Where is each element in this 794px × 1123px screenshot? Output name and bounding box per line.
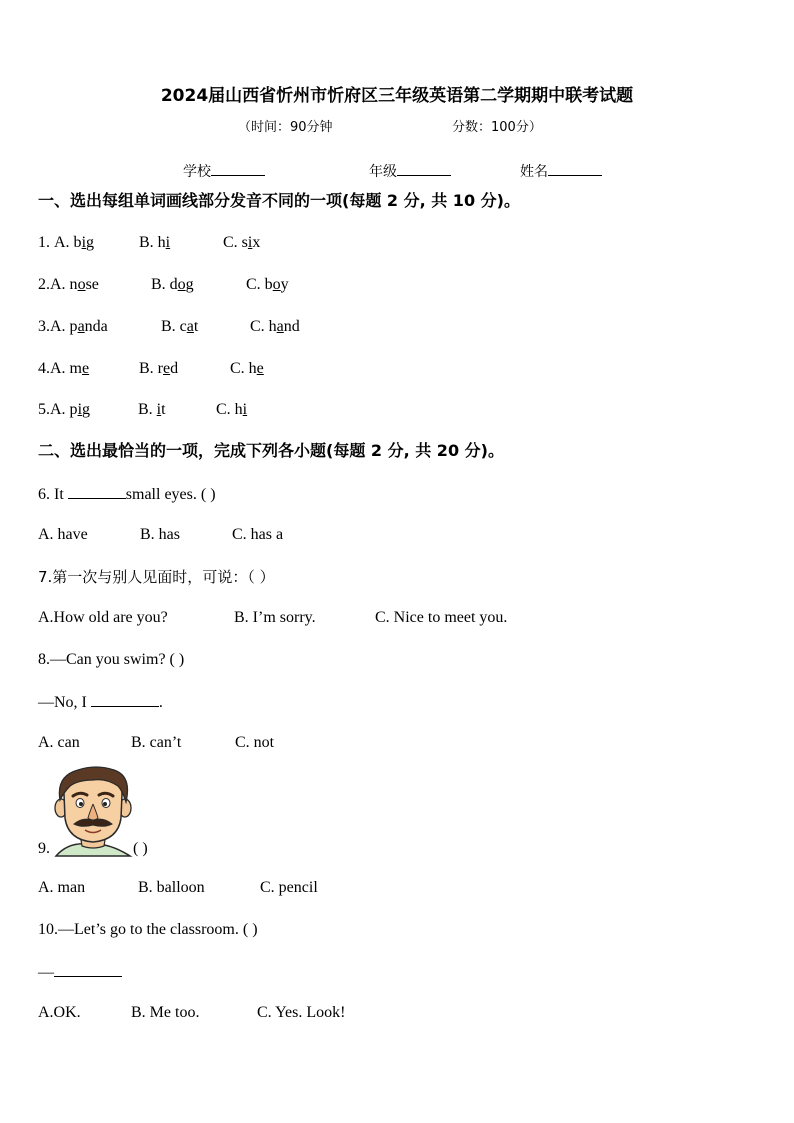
question-number: 3. <box>38 318 50 335</box>
option-b[interactable] <box>139 233 223 253</box>
question-8: 8.—Can you swim? ( ) <box>38 651 185 668</box>
option-b[interactable] <box>151 275 246 295</box>
man-face-illustration <box>48 764 138 858</box>
option-a[interactable]: A. have <box>38 526 88 543</box>
option-text: A. p <box>50 401 78 418</box>
option-text: A. b <box>54 234 82 251</box>
option-b[interactable]: B. balloon <box>138 879 205 896</box>
underlined-letter: o <box>272 276 281 293</box>
question-6 <box>38 483 216 505</box>
option-text: se <box>85 276 99 293</box>
option-text: A. m <box>50 360 82 377</box>
question-7: 7.第一次与别人见面时，可说：（ ） <box>38 568 275 586</box>
option-c[interactable]: C. has a <box>232 526 284 543</box>
option-b[interactable] <box>138 400 216 420</box>
underlined-letter: i <box>156 401 162 418</box>
question-10: 10.—Let’s go to the classroom. ( ) <box>38 921 258 938</box>
section1-title: 一、选出每组单词画线部分发音不同的一项(每题 2 分, 共 10 分)。 <box>38 191 520 210</box>
option-a[interactable]: A.How old are you? <box>38 609 168 626</box>
grade-field <box>369 160 451 182</box>
question-9-paren: ( ) <box>133 840 148 857</box>
option-text: t <box>161 401 166 418</box>
underlined-letter: i <box>242 401 248 418</box>
question-text: —No, I <box>38 694 91 711</box>
name-blank[interactable] <box>548 160 602 176</box>
option-b[interactable]: B. I’m sorry. <box>234 609 316 626</box>
underlined-letter: a <box>186 318 194 335</box>
exam-time: （时间：90分钟 <box>238 120 333 135</box>
underlined-letter: e <box>82 360 90 377</box>
question-number: 2. <box>38 276 50 293</box>
option-b[interactable] <box>139 359 230 379</box>
option-c[interactable] <box>216 400 247 420</box>
option-text: y <box>280 276 289 293</box>
option-a[interactable] <box>50 275 151 295</box>
option-b[interactable]: B. Me too. <box>131 1004 200 1021</box>
section2-title: 二、选出最恰当的一项，完成下列各小题(每题 2 分, 共 20 分)。 <box>38 441 504 460</box>
question-number: 4. <box>38 360 50 377</box>
question-text: . <box>158 694 163 711</box>
underlined-letter: a <box>276 318 284 335</box>
question-10-options <box>38 1003 345 1023</box>
question-5 <box>38 400 247 420</box>
option-a[interactable]: A. man <box>38 879 86 896</box>
option-text: C. h <box>250 318 277 335</box>
option-a[interactable] <box>50 317 161 337</box>
answer-blank[interactable] <box>68 483 126 499</box>
name-field <box>520 160 602 182</box>
exam-title: 2024届山西省忻州市忻府区三年级英语第二学期期中联考试题 <box>160 86 634 106</box>
question-8-options <box>38 733 274 753</box>
underlined-letter: i <box>81 234 87 251</box>
question-8-answer <box>38 691 163 713</box>
option-text: B. r <box>139 360 163 377</box>
option-text: A. p <box>50 318 78 335</box>
option-c[interactable]: C. Yes. Look! <box>257 1004 346 1021</box>
question-1 <box>38 233 260 253</box>
underlined-letter: o <box>77 276 86 293</box>
option-text: t <box>193 318 199 335</box>
question-3 <box>38 317 300 337</box>
option-text: B. h <box>139 234 166 251</box>
question-6-options <box>38 525 283 545</box>
school-field <box>183 160 265 182</box>
option-text: g <box>82 401 91 418</box>
option-b[interactable]: B. has <box>140 526 180 543</box>
underlined-letter: i <box>247 234 253 251</box>
option-c[interactable] <box>246 275 289 295</box>
underlined-letter: a <box>77 318 85 335</box>
name-label: 姓名 <box>520 164 548 180</box>
question-text: — <box>38 964 54 981</box>
option-text: x <box>252 234 261 251</box>
question-9-options <box>38 878 318 898</box>
school-blank[interactable] <box>211 160 265 176</box>
question-number: 9. <box>38 840 50 857</box>
underlined-letter: e <box>256 360 264 377</box>
answer-blank[interactable] <box>91 691 159 707</box>
option-text: nd <box>283 318 300 335</box>
option-a[interactable] <box>50 400 138 420</box>
option-a[interactable] <box>54 233 139 253</box>
option-c[interactable] <box>250 317 300 337</box>
option-text: B. d <box>151 276 178 293</box>
exam-score: 分数：100分） <box>452 120 542 135</box>
option-b[interactable]: B. can’t <box>131 734 182 751</box>
underlined-letter: o <box>177 276 186 293</box>
option-c[interactable] <box>230 359 264 379</box>
option-a[interactable]: A. can <box>38 734 80 751</box>
question-text: small eyes. ( ) <box>125 486 216 503</box>
option-text: d <box>170 360 179 377</box>
option-b[interactable] <box>161 317 250 337</box>
option-text: C. b <box>246 276 273 293</box>
option-text: C. s <box>223 234 248 251</box>
answer-blank[interactable] <box>54 961 122 977</box>
option-a[interactable] <box>50 359 139 379</box>
option-text: B. <box>138 401 157 418</box>
option-text: A. n <box>50 276 78 293</box>
option-c[interactable]: C. not <box>235 734 275 751</box>
question-2 <box>38 275 289 295</box>
option-text: C. h <box>216 401 243 418</box>
school-label: 学校 <box>183 164 211 180</box>
question-number: 1. <box>38 234 54 251</box>
option-text: C. h <box>230 360 257 377</box>
option-text: B. c <box>161 318 187 335</box>
underlined-letter: e <box>163 360 171 377</box>
option-a[interactable]: A.OK. <box>38 1004 81 1021</box>
option-text: g <box>185 276 194 293</box>
option-c[interactable]: C. pencil <box>260 879 318 896</box>
option-text: g <box>86 234 95 251</box>
question-7-options <box>38 608 507 628</box>
underlined-letter: i <box>77 401 83 418</box>
grade-blank[interactable] <box>397 160 451 176</box>
question-4 <box>38 359 264 379</box>
option-text: nda <box>84 318 108 335</box>
question-number: 5. <box>38 401 50 418</box>
option-c[interactable]: C. Nice to meet you. <box>375 609 508 626</box>
grade-label: 年级 <box>369 164 397 180</box>
question-9 <box>38 839 50 859</box>
question-10-answer <box>38 961 122 983</box>
underlined-letter: i <box>165 234 171 251</box>
option-c[interactable] <box>223 233 260 253</box>
question-text: 6. It <box>38 486 68 503</box>
